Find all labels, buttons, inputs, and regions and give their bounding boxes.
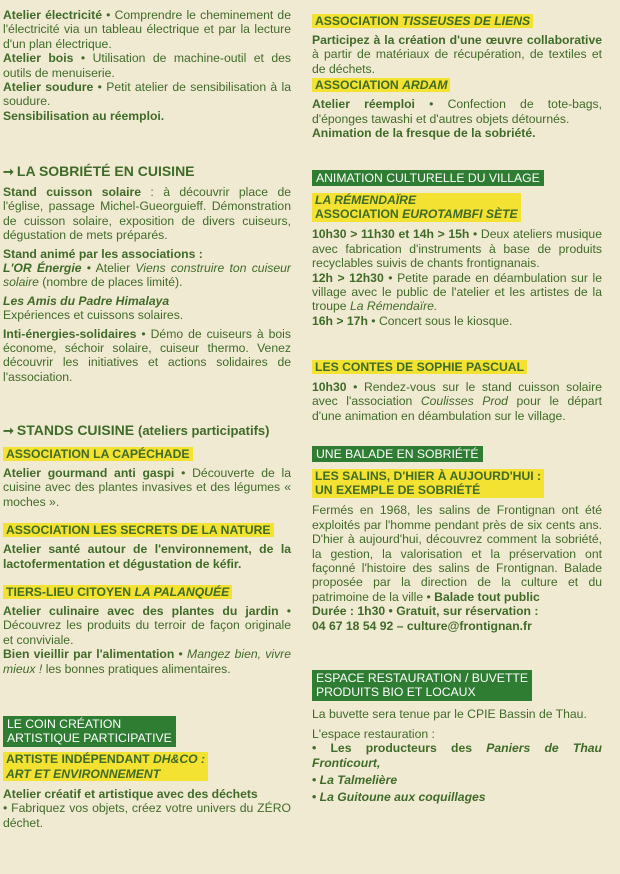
animated-by: Stand animé par les associations : <box>3 246 203 261</box>
palanquee-text: Atelier culinaire avec des plantes du jardin • Découvrez les produits du terroir de façon originale et conviviale. <box>3 604 291 647</box>
artist-label: ARTISTE INDÉPENDANT DH&CO : ART ET ENVIRONNEMENT <box>3 752 208 781</box>
capechade-label: ASSOCIATION LA CAPÉCHADE <box>3 447 193 461</box>
restauration-box: ESPACE RESTAURATION / BUVETTE PRODUITS BIO ET LOCAUX <box>312 670 532 701</box>
restauration-item2: • La Talmelière <box>312 773 398 788</box>
contes-label: LES CONTES DE SOPHIE PASCUAL <box>312 360 527 374</box>
tisseuses-text: Participez à la création d'une œuvre collaborative à partir de matériaux de récupération, de textiles et de déchets. <box>312 33 602 76</box>
secrets-text: Atelier santé autour de l'environnement, de la lactofermentation et dégustation de kéfir. <box>3 542 291 571</box>
cuisine-heading: ➞ LA SOBRIÉTÉ EN CUISINE <box>3 163 195 179</box>
contes-text: 10h30 • Rendez-vous sur le stand cuisson solaire avec l'association Coulisses Prod pour le départ d'une animation en déambulation sur le village. <box>312 380 603 423</box>
tisseuses-section <box>312 12 602 140</box>
stand-solaire: Stand cuisson solaire : à découvrir place de l'église, passage Michel-Gueorguieff. Démonstration de cuisson solaire, exposition de divers cuiseurs, dégustation de mets préparés. <box>3 185 292 243</box>
balade-section <box>312 445 602 633</box>
salins-text: Fermés en 1968, les salins de Frontignan ont été exploités par l'homme pendant près de six cents ans. D'hier à aujourd'hui, découvrez comment la sobriété, la gestion, la valorisation et la préservation ont façonné l'histoire des salins de Frontignan. Balade proposée par la direction de la culture et du patrimoine de la ville • Balade tout public Durée : 1h30 • Gratuit, sur réservation : 04 67 18 54 92 – culture@frontignan.fr <box>312 503 602 633</box>
animation-t2: 12h > 12h30 • Petite parade en déambulation sur le village avec le public de l'atelier et les artistes de la troupe La Rémendaïre. <box>312 270 602 314</box>
assoc-or-energie: L'OR Énergie • Atelier Viens construire ton cuiseur solaire (nombre de places limité). <box>3 261 291 290</box>
ardam-text: Atelier réemploi • Confection de tote-bags, d'éponges tawashi et d'autres objets détournés. Animation de la fresque de la sobriété. <box>312 97 602 141</box>
atelier-electricite: Atelier électricité • Comprendre le cheminement de l'électricité via un tableau électrique et par la lecture d'un plan électrique. <box>3 8 291 51</box>
salins-label: LES SALINS, D'HIER À AUJOURD'HUI : UN EXEMPLE DE SOBRIÉTÉ <box>312 469 544 498</box>
sensibilisation-reemploi: Sensibilisation au réemploi. <box>3 108 165 123</box>
intro-ateliers <box>3 8 291 123</box>
ardam-label: ASSOCIATION ARDAM <box>312 78 450 92</box>
arrow-icon: ➞ <box>3 423 14 438</box>
animation-t1: 10h30 > 11h30 et 14h > 15h • Deux ateliers musique avec fabrication d'instruments à base de produits recyclables suivis de chants frontignanais. <box>312 227 602 271</box>
bien-vieillir: Bien vieillir par l'alimentation • Mangez bien, vivre mieux ! les bonnes pratiques alimentaires. <box>3 647 292 676</box>
cuisine-section <box>3 162 291 384</box>
assoc-padre: Les Amis du Padre Himalaya Expériences et cuissons solaires. <box>3 293 184 323</box>
reservation-contact[interactable]: 04 67 18 54 92 – culture@frontignan.fr <box>312 618 532 633</box>
stands-heading: ➞ STANDS CUISINE (ateliers participatifs) <box>3 422 270 438</box>
palanquee-label: TIERS-LIEU CITOYEN LA PALANQUÉE <box>3 585 232 599</box>
assoc-inti: Inti-énergies-solidaires • Démo de cuiseurs à bois économe, séchoir solaire, cuiseur thermo. Venez découvrir les initiatives et actions solidaires de l'association. <box>3 326 291 384</box>
stands-section <box>3 421 291 676</box>
animation-section <box>312 169 602 328</box>
remendaire-label: LA RÉMENDAÏRE ASSOCIATION EUROTAMBFI SÈTE <box>312 193 521 222</box>
atelier-bois: Atelier bois • Utilisation de machine-outil et des outils de menuiserie. <box>3 51 291 80</box>
creation-section <box>3 716 291 830</box>
restauration-section <box>312 670 602 805</box>
creation-text: Atelier créatif et artistique avec des déchets • Fabriquez vos objets, créez votre univers du ZÉRO déchet. <box>3 786 291 830</box>
restauration-text2: L'espace restauration : <box>312 726 435 741</box>
restauration-item3: • La Guitoune aux coquillages <box>312 790 486 805</box>
atelier-soudure: Atelier soudure • Petit atelier de sensibilisation à la soudure. <box>3 80 291 109</box>
secrets-label: ASSOCIATION LES SECRETS DE LA NATURE <box>3 523 274 537</box>
restauration-item1: • Les producteurs des Paniers de Thau Fronticourt, <box>312 741 603 770</box>
capechade-text: Atelier gourmand anti gaspi • Découverte de la cuisine avec des plantes invasives et des légumes « moches ». <box>3 466 292 509</box>
animation-t3: 16h > 17h • Concert sous le kiosque. <box>312 313 513 328</box>
contes-section <box>312 358 602 423</box>
restauration-text1: La buvette sera tenue par le CPIE Bassin de Thau. <box>312 707 587 722</box>
tisseuses-label: ASSOCIATION TISSEUSES DE LIENS <box>312 14 533 28</box>
animation-box: ANIMATION CULTURELLE DU VILLAGE <box>312 170 544 186</box>
balade-box: UNE BALADE EN SOBRIÉTÉ <box>312 446 483 462</box>
creation-box: LE COIN CRÉATION ARTISTIQUE PARTICIPATIVE <box>3 716 176 747</box>
arrow-icon: ➞ <box>3 164 14 179</box>
